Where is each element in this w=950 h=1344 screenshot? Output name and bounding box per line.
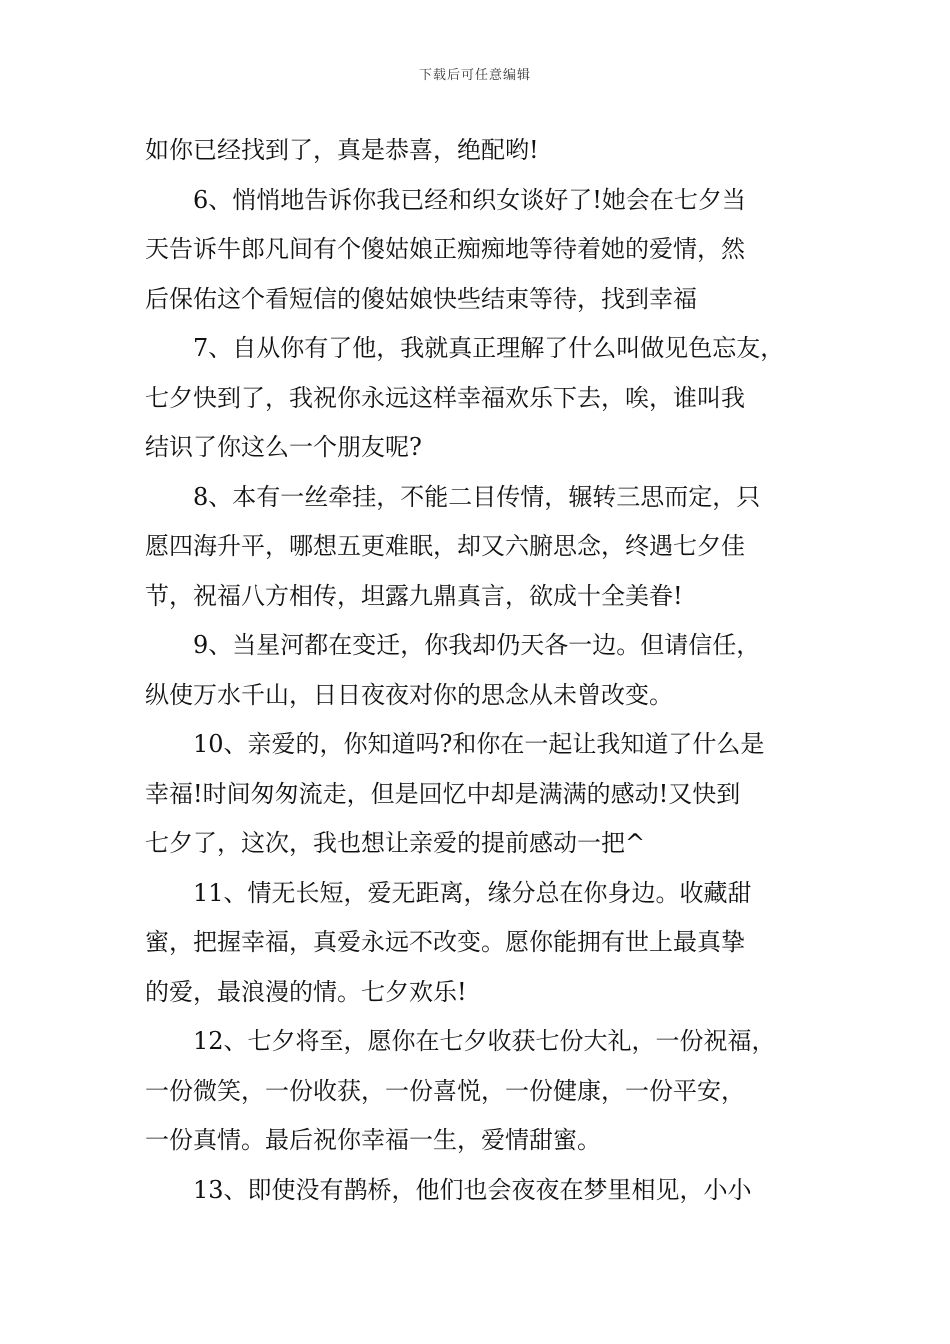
document-body	[145, 126, 815, 1215]
paragraph-item-9: 9、当星河都在变迁，你我却仍天各一边。但请信任， 纵使万水千山，日日夜夜对你的思念从未曾改变。	[145, 631, 761, 709]
paragraph-item-10: 10、亲爱的，你知道吗?和你在一起让我知道了什么是 幸福!时间匆匆流走，但是回忆中却是满满的感动!又快到 七夕了，这次，我也想让亲爱的提前感动一把^	[145, 730, 765, 857]
paragraph-item-11: 11、情无长短，爱无距离，缘分总在你身边。收藏甜 蜜，把握幸福，真爱永远不改变。愿你能拥有世上最真挚 的爱，最浪漫的情。七夕欢乐!	[145, 878, 752, 1006]
paragraph-item-8: 8、本有一丝牵挂，不能二目传情，辗转三思而定，只 愿四海升平，哪想五更难眠，却又六腑思念，终遇七夕佳 节，祝福八方相传，坦露九鼎真言，欲成十全美眷!	[145, 482, 761, 610]
paragraph-continuation: 如你已经找到了，真是恭喜，绝配哟!	[145, 136, 539, 164]
paragraph-item-13: 13、即使没有鹊桥，他们也会夜夜在梦里相见，小小	[193, 1175, 752, 1204]
paragraph-item-12: 12、七夕将至，愿你在七夕收获七份大礼，一份祝福， 一份微笑，一份收获，一份喜悦，一份健康，一份平安， 一份真情。最后祝你幸福一生，爱情甜蜜。	[145, 1027, 776, 1154]
paragraph-item-6: 6、悄悄地告诉你我已经和织女谈好了!她会在七夕当 天告诉牛郎凡间有个傻姑娘正痴痴地等待着她的爱情，然 后保佑这个看短信的傻姑娘快些结束等待，找到幸福	[145, 185, 746, 313]
page-header: 下载后可任意编辑	[418, 68, 531, 83]
paragraph-item-7: 7、自从你有了他，我就真正理解了什么叫做见色忘友， 七夕快到了，我祝你永远这样幸福欢乐下去，唉，谁叫我 结识了你这么一个朋友呢?	[145, 334, 785, 461]
